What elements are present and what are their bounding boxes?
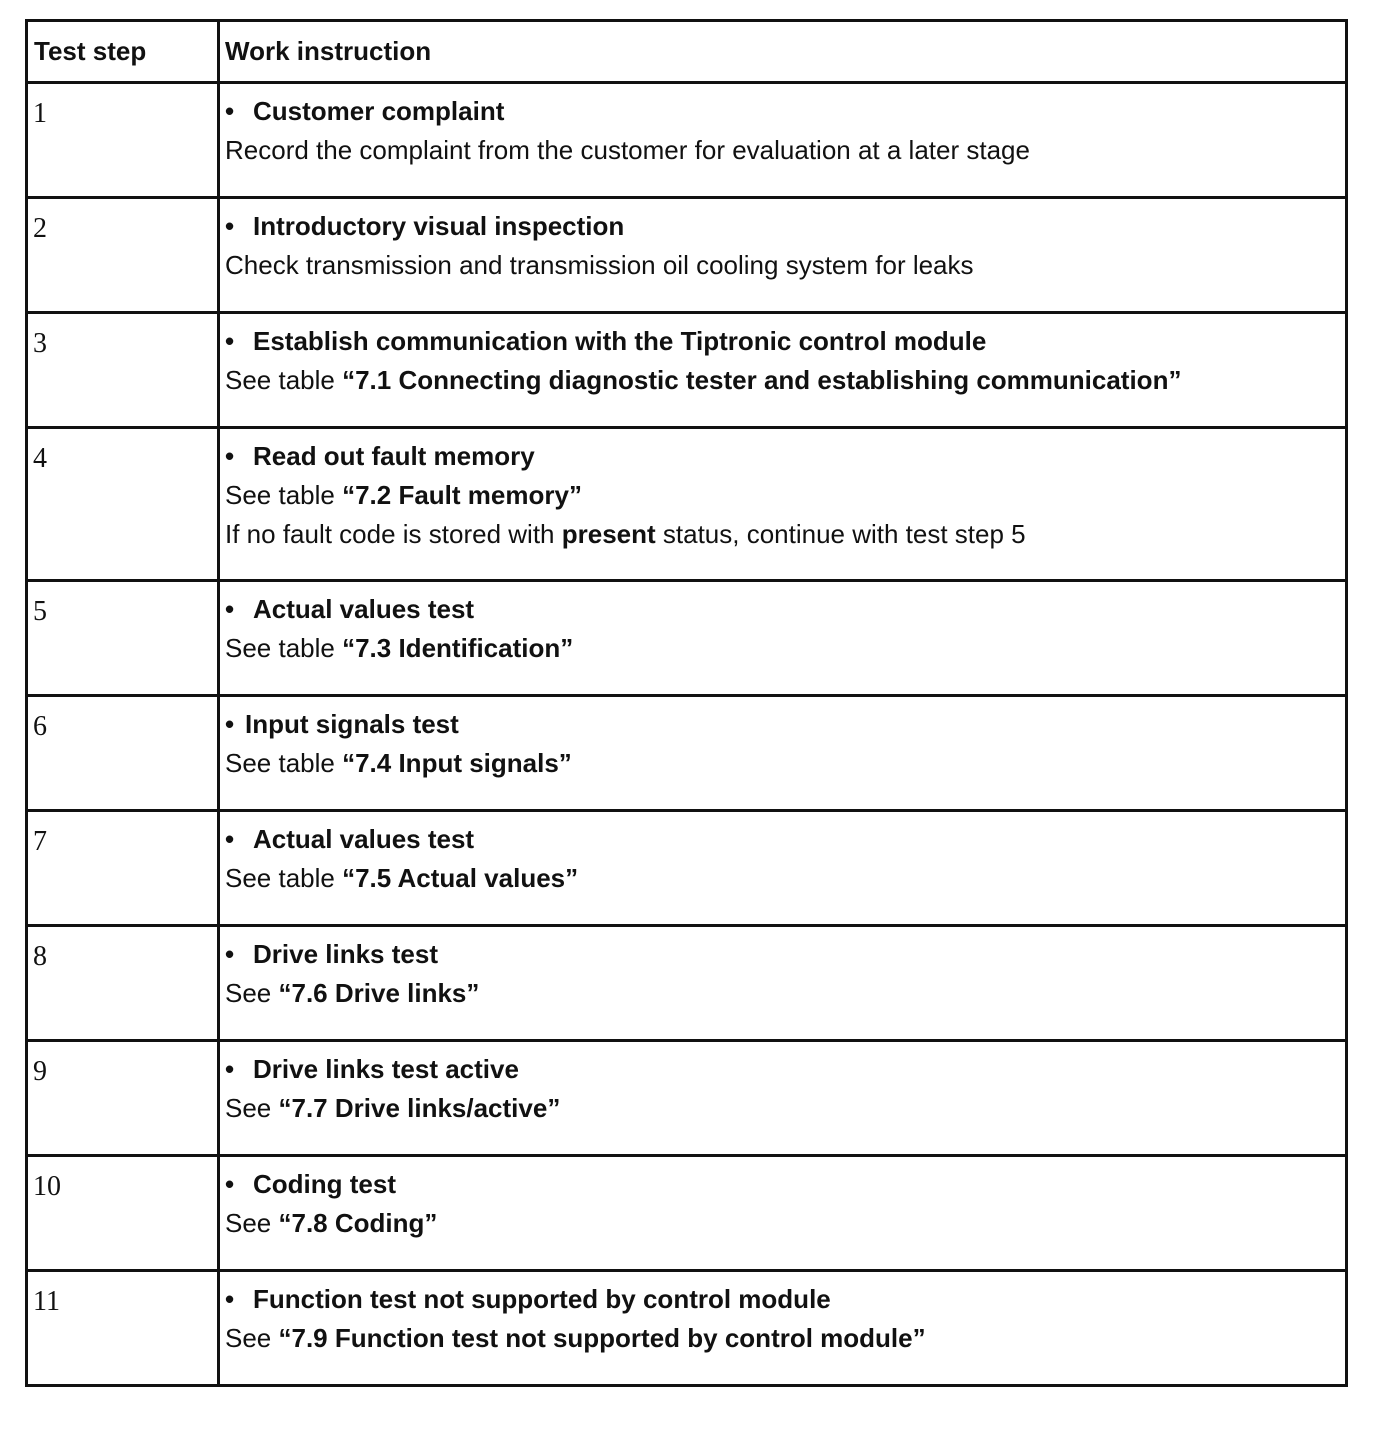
step-title: Function test not supported by control module <box>253 1284 831 1314</box>
header-test-step: Test step <box>27 21 219 83</box>
table-row <box>27 811 1347 926</box>
bullet-icon: • <box>225 326 235 356</box>
work-instruction <box>219 811 1347 926</box>
step-number: 2 <box>27 198 219 313</box>
work-instruction <box>219 581 1347 696</box>
table-row <box>27 1041 1347 1156</box>
bullet-icon: • <box>225 441 235 471</box>
reference-prefix: See <box>225 1323 279 1353</box>
table-reference: “7.3 Identification” <box>342 633 574 663</box>
bullet-icon: • <box>225 594 235 624</box>
note-text-b: status, continue with test step 5 <box>655 519 1026 549</box>
bullet-icon: • <box>225 211 235 241</box>
reference-prefix: See table <box>225 748 343 778</box>
step-number: 1 <box>27 83 219 198</box>
work-instruction <box>219 696 1347 811</box>
reference-prefix: See table <box>225 863 343 893</box>
reference-prefix: See <box>225 1208 279 1238</box>
table-reference: “7.2 Fault memory” <box>342 480 582 510</box>
table-row <box>27 1156 1347 1271</box>
step-number: 10 <box>27 1156 219 1271</box>
bullet-icon: • <box>225 939 235 969</box>
reference-prefix: See table <box>225 365 343 395</box>
header-work-instruction: Work instruction <box>219 21 1347 83</box>
instruction-text: Check transmission and transmission oil cooling system for leaks <box>225 250 974 280</box>
note-text-bold: present <box>561 519 656 549</box>
table-reference: “7.1 Connecting diagnostic tester and establishing communication” <box>342 365 1182 395</box>
step-number: 11 <box>27 1271 219 1386</box>
reference-prefix: See table <box>225 633 343 663</box>
bullet-icon: • <box>225 1054 235 1084</box>
step-title: Actual values test <box>253 824 475 854</box>
step-number: 8 <box>27 926 219 1041</box>
step-number: 3 <box>27 313 219 428</box>
bullet-icon: • <box>225 96 235 126</box>
note-text-a: If no fault code is stored with <box>225 519 562 549</box>
table-reference: “7.7 Drive links/active” <box>278 1093 561 1123</box>
step-number: 7 <box>27 811 219 926</box>
table-row <box>27 1271 1347 1386</box>
table-row <box>27 83 1347 198</box>
work-instruction <box>219 83 1347 198</box>
step-number: 9 <box>27 1041 219 1156</box>
table-header-row <box>27 21 1347 83</box>
step-title: Introductory visual inspection <box>253 211 625 241</box>
step-title: Read out fault memory <box>253 441 535 471</box>
reference-prefix: See <box>225 1093 279 1123</box>
reference-prefix: See table <box>225 480 343 510</box>
step-number: 5 <box>27 581 219 696</box>
step-title: Establish communication with the Tiptronic control module <box>253 326 987 356</box>
reference-prefix: See <box>225 978 279 1008</box>
test-steps-table <box>25 19 1348 1387</box>
table-row <box>27 198 1347 313</box>
step-number: 6 <box>27 696 219 811</box>
work-instruction <box>219 198 1347 313</box>
step-title: Coding test <box>253 1169 396 1199</box>
bullet-icon: • <box>225 1284 235 1314</box>
table-row <box>27 313 1347 428</box>
work-instruction <box>219 428 1347 581</box>
step-title: Drive links test <box>253 939 438 969</box>
step-number: 4 <box>27 428 219 581</box>
table-reference: “7.5 Actual values” <box>342 863 579 893</box>
table-reference: “7.4 Input signals” <box>342 748 572 778</box>
work-instruction <box>219 1271 1347 1386</box>
table-reference: “7.9 Function test not supported by control module” <box>278 1323 926 1353</box>
bullet-icon: • <box>225 1169 235 1199</box>
table-reference: “7.6 Drive links” <box>278 978 480 1008</box>
table-row <box>27 428 1347 581</box>
work-instruction <box>219 313 1347 428</box>
table-row <box>27 581 1347 696</box>
step-title: Actual values test <box>253 594 475 624</box>
step-title: Customer complaint <box>253 96 505 126</box>
table-reference: “7.8 Coding” <box>278 1208 438 1238</box>
work-instruction <box>219 1156 1347 1271</box>
step-title: Drive links test active <box>253 1054 519 1084</box>
table-row <box>27 926 1347 1041</box>
step-title: Input signals test <box>245 709 459 739</box>
work-instruction <box>219 1041 1347 1156</box>
work-instruction <box>219 926 1347 1041</box>
instruction-text: Record the complaint from the customer for evaluation at a later stage <box>225 135 1030 165</box>
bullet-icon: • <box>225 824 235 854</box>
table-row <box>27 696 1347 811</box>
bullet-icon: • <box>225 709 235 739</box>
